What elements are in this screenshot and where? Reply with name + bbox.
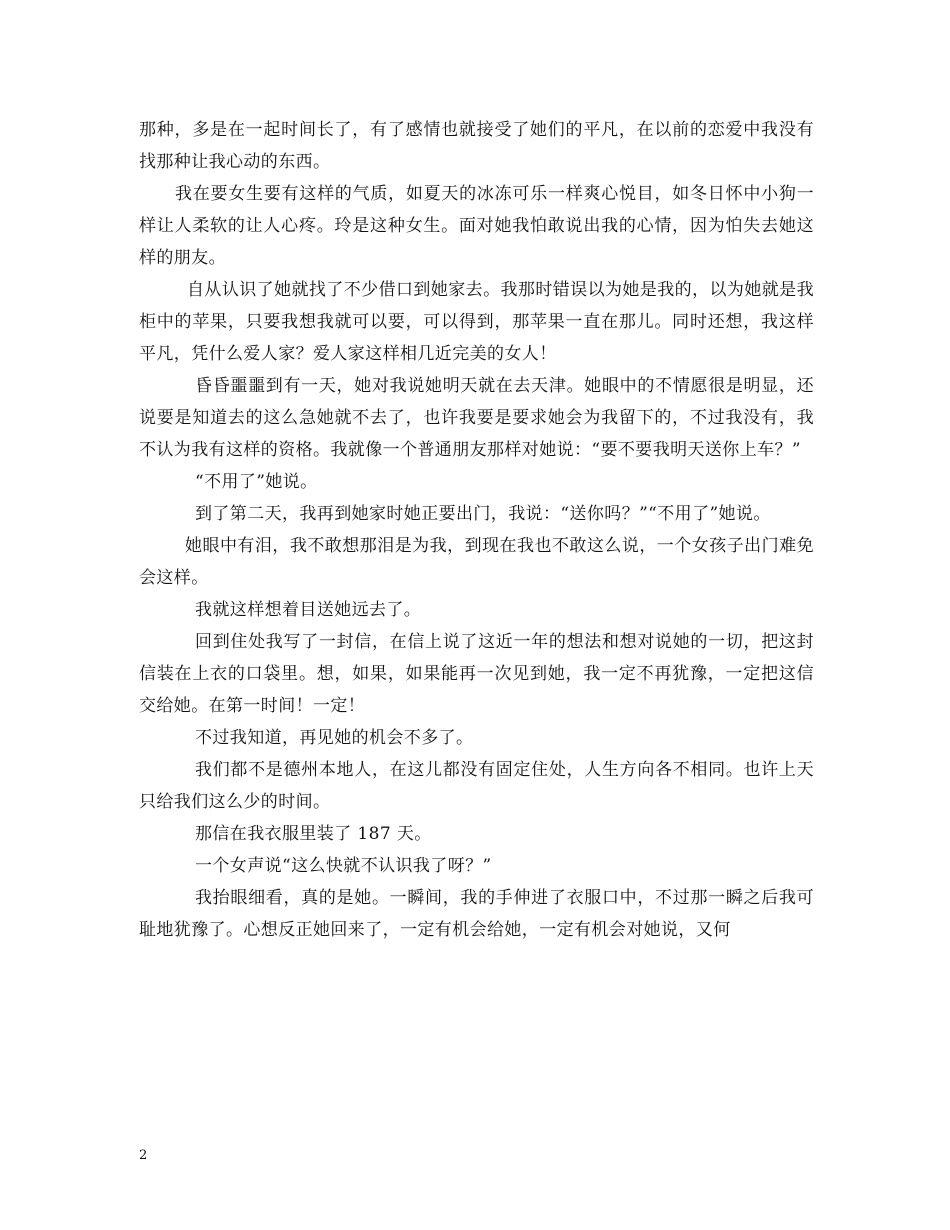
- paragraph: 回到住处我写了一封信，在信上说了这近一年的想法和想对说她的一切，把这封信装在上衣的口袋里。想，如果，如果能再一次见到她，我一定不再犹豫，一定把这信交给她。在第一时间！一定！: [139, 632, 814, 716]
- paragraph: 我抬眼细看，真的是她。一瞬间，我的手伸进了衣服口中，不过那一瞬之后我可耻地犹豫了。心想反正她回来了，一定有机会给她，一定有机会对她说，又何: [139, 888, 814, 940]
- paragraph: 那信在我衣服里装了 187 天。: [195, 824, 432, 844]
- paragraph: 一个女声说“这么快就不认识我了呀？”: [195, 856, 492, 876]
- paragraph: 到了第二天，我再到她家时她正要出门，我说：“送你吗？”“不用了”她说。: [195, 504, 771, 524]
- paragraph: 不过我知道，再见她的机会不多了。: [195, 728, 474, 748]
- paragraph: “不用了”她说。: [195, 472, 318, 492]
- paragraph: 我们都不是德州本地人，在这儿都没有固定住处，人生方向各不相同。也许上天只给我们这么少的时间。: [139, 760, 814, 812]
- paragraph: 她眼中有泪，我不敢想那泪是为我，到现在我也不敢这么说，一个女孩子出门难免会这样。: [139, 536, 814, 588]
- page-number: 2: [139, 1148, 148, 1163]
- paragraph: 我在要女生要有这样的气质，如夏天的冰冻可乐一样爽心悦目，如冬日怀中小狗一样让人柔软的让人心疼。玲是这种女生。面对她我怕敢说出我的心情，因为怕失去她这样的朋友。: [139, 184, 814, 268]
- paragraph: 我就这样想着目送她远去了。: [195, 600, 422, 620]
- body-text: [139, 114, 814, 946]
- paragraph: 昏昏噩噩到有一天，她对我说她明天就在去天津。她眼中的不情愿很是明显，还说要是知道去的这么急她就不去了，也许我要是要求她会为我留下的，不过我没有，我不认为我有这样的资格。我就像一个普通朋友那样对她说：“要不要我明天送你上车？”: [139, 376, 814, 460]
- paragraph: 自从认识了她就找了不少借口到她家去。我那时错误以为她是我的，以为她就是我柜中的苹果，只要我想我就可以要，可以得到，那苹果一直在那儿。同时还想，我这样平凡，凭什么爱人家？爱人家这样相几近完美的女人！: [139, 280, 814, 364]
- paragraph: 那种，多是在一起时间长了，有了感情也就接受了她们的平凡，在以前的恋爱中我没有找那种让我心动的东西。: [139, 120, 814, 172]
